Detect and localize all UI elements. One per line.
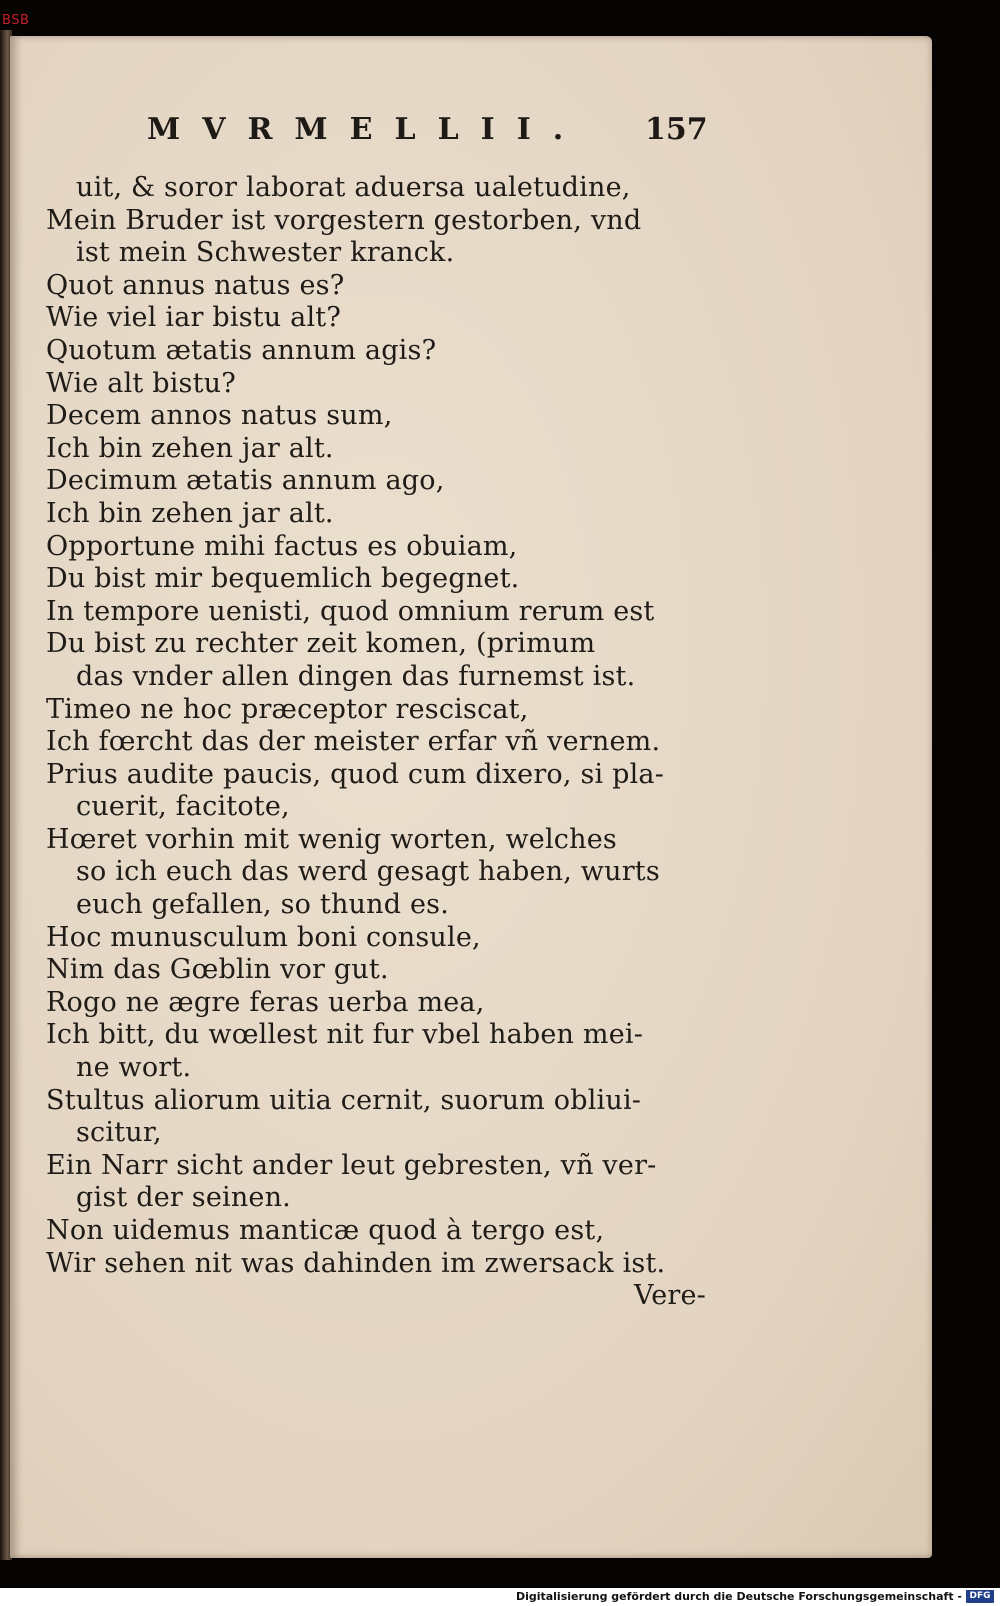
- text-line: Timeo ne hoc præceptor resciscat,: [46, 693, 529, 725]
- text-line: Ich bin zehen jar alt.: [46, 497, 334, 529]
- text-line: Quot annus natus es?: [46, 269, 345, 301]
- text-line: Quotum ætatis annum agis?: [46, 334, 437, 366]
- text-line: Du bist zu rechter zeit komen, (primum: [46, 628, 596, 660]
- text-line: Prius audite paucis, quod cum dixero, si pla-: [46, 758, 665, 790]
- page-number: 157: [645, 112, 708, 147]
- text-line: Nim das Gœblin vor gut.: [46, 954, 389, 986]
- text-line: Wie viel iar bistu alt?: [46, 302, 342, 334]
- text-line: gist der seinen.: [76, 1182, 291, 1214]
- text-line: Wie alt bistu?: [46, 367, 236, 399]
- text-line: Decimum ætatis annum ago,: [46, 465, 445, 497]
- text-line: In tempore uenisti, quod omnium rerum est: [46, 595, 655, 627]
- text-line: Ich fœrcht das der meister erfar vñ vernem.: [46, 726, 661, 758]
- text-block: [46, 172, 706, 1313]
- dfg-logo: DFG: [966, 1590, 994, 1603]
- text-line: Ich bitt, du wœllest nit fur vbel haben mei-: [46, 1019, 644, 1051]
- text-line: cuerit, facitote,: [76, 791, 290, 823]
- running-head: MVRMELLII.: [147, 112, 586, 147]
- text-line: euch gefallen, so thund es.: [76, 889, 450, 921]
- text-line: Stultus aliorum uitia cernit, suorum obliui-: [46, 1084, 642, 1116]
- text-line: so ich euch das werd gesagt haben, wurts: [76, 856, 660, 888]
- text-line: Rogo ne ægre feras uerba mea,: [46, 986, 485, 1018]
- text-line: ne wort.: [76, 1052, 192, 1084]
- text-line: Du bist mir bequemlich begegnet.: [46, 563, 520, 595]
- text-line: das vnder allen dingen das furnemst ist.: [76, 660, 636, 692]
- page-header: [10, 106, 932, 156]
- text-line: Wir sehen nit was dahinden im zwersack ist.: [46, 1247, 666, 1279]
- text-line: Hœret vorhin mit wenig worten, welches: [46, 823, 617, 855]
- text-line: Ein Narr sicht ander leut gebresten, vñ ver-: [46, 1149, 657, 1181]
- catchword: Vere-: [633, 1280, 706, 1312]
- text-line: Mein Bruder ist vorgestern gestorben, vnd: [46, 204, 642, 236]
- text-line: Hoc munusculum boni consule,: [46, 921, 481, 953]
- text-line: ist mein Schwester kranck.: [76, 237, 455, 269]
- text-line: Opportune mihi factus es obuiam,: [46, 530, 518, 562]
- text-line: uit, & soror laborat aduersa ualetudine,: [76, 172, 631, 203]
- text-line: Decem annos natus sum,: [46, 400, 393, 432]
- digitization-footer: [0, 1588, 1000, 1606]
- footer-credit: Digitalisierung gefördert durch die Deutsche Forschungsgemeinschaft -: [515, 1590, 962, 1603]
- text-line: Ich bin zehen jar alt.: [46, 432, 334, 464]
- text-line: scitur,: [76, 1117, 162, 1149]
- book-page: [10, 36, 932, 1558]
- text-line: Non uidemus manticæ quod à tergo est,: [46, 1215, 605, 1246]
- bsb-watermark: BSB: [2, 13, 30, 28]
